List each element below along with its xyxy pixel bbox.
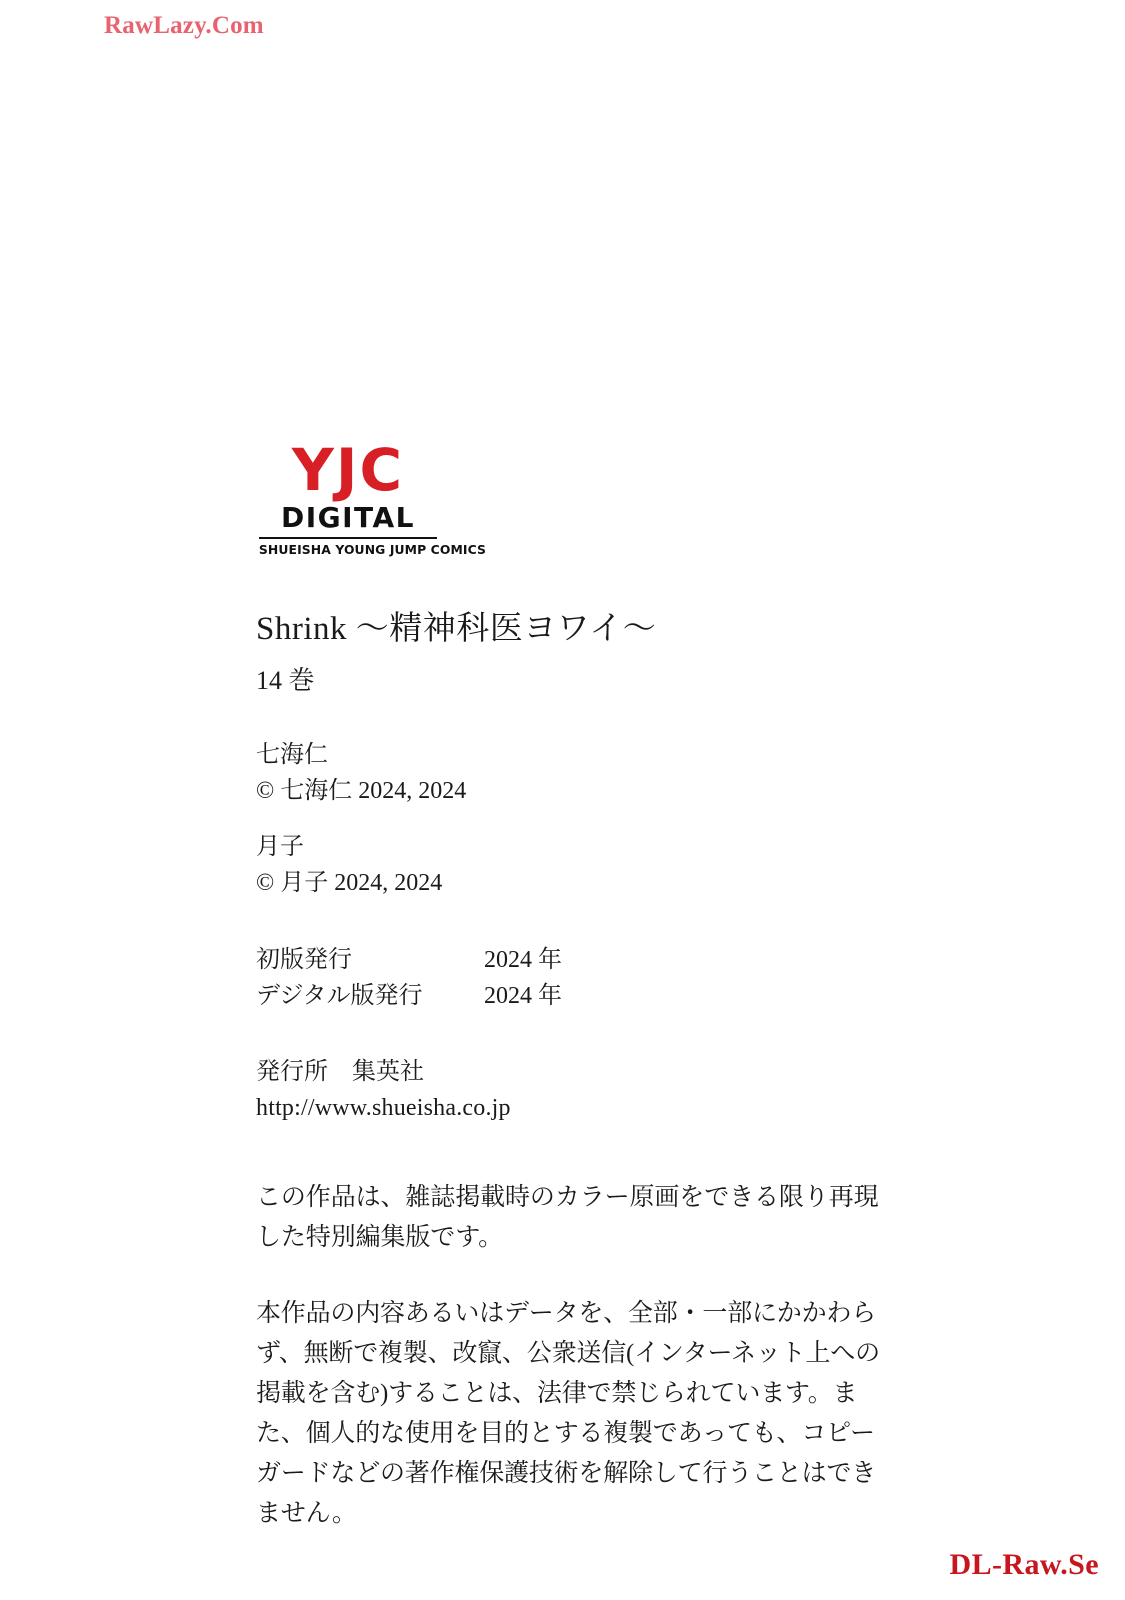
- legal-notice: 本作品の内容あるいはデータを、全部・一部にかかわらず、無断で複製、改竄、公衆送信(インターネット上への掲載を含む)することは、法律で禁じられています。また、個人的な使用を目的とする複製であっても、コピーガードなどの著作権保護技術を解除して行うことはできません。: [256, 1300, 880, 1527]
- author-name: 七海仁: [256, 742, 328, 768]
- first-edition-value: 2024 年: [484, 947, 562, 973]
- edition-note: この作品は、雑誌掲載時のカラー原画をできる限り再現した特別編集版です。: [256, 1184, 879, 1251]
- publisher-name: 発行所 集英社: [256, 1059, 424, 1085]
- colophon: [256, 608, 896, 1534]
- logo-digital-text: DIGITAL: [281, 501, 415, 534]
- first-edition-row: [256, 942, 896, 978]
- artist-name: 月子: [256, 834, 304, 860]
- publisher-logo: [258, 436, 487, 558]
- author-copyright: © 七海仁 2024, 2024: [256, 778, 467, 804]
- first-edition-label: 初版発行: [256, 947, 352, 973]
- work-title: Shrink 〜精神科医ヨワイ〜: [256, 611, 657, 647]
- publisher-block: [256, 1054, 896, 1126]
- digital-edition-value: 2024 年: [484, 983, 562, 1009]
- logo-divider: [259, 537, 437, 539]
- watermark-top: RawLazy.Com: [104, 12, 264, 39]
- logo-imprint-text: SHUEISHA YOUNG JUMP COMICS: [258, 542, 487, 557]
- artist-copyright: © 月子 2024, 2024: [256, 870, 443, 896]
- publication-dates: [256, 942, 896, 1014]
- logo-yjc-text: YJC: [291, 436, 405, 504]
- digital-edition-row: [256, 978, 896, 1014]
- credit-block-2: [256, 830, 896, 900]
- volume-number: 14 巻: [256, 666, 315, 695]
- publisher-url[interactable]: http://www.shueisha.co.jp: [256, 1095, 511, 1121]
- watermark-bottom: DL-Raw.Se: [949, 1548, 1099, 1581]
- credit-block-1: [256, 738, 896, 808]
- digital-edition-label: デジタル版発行: [256, 983, 423, 1009]
